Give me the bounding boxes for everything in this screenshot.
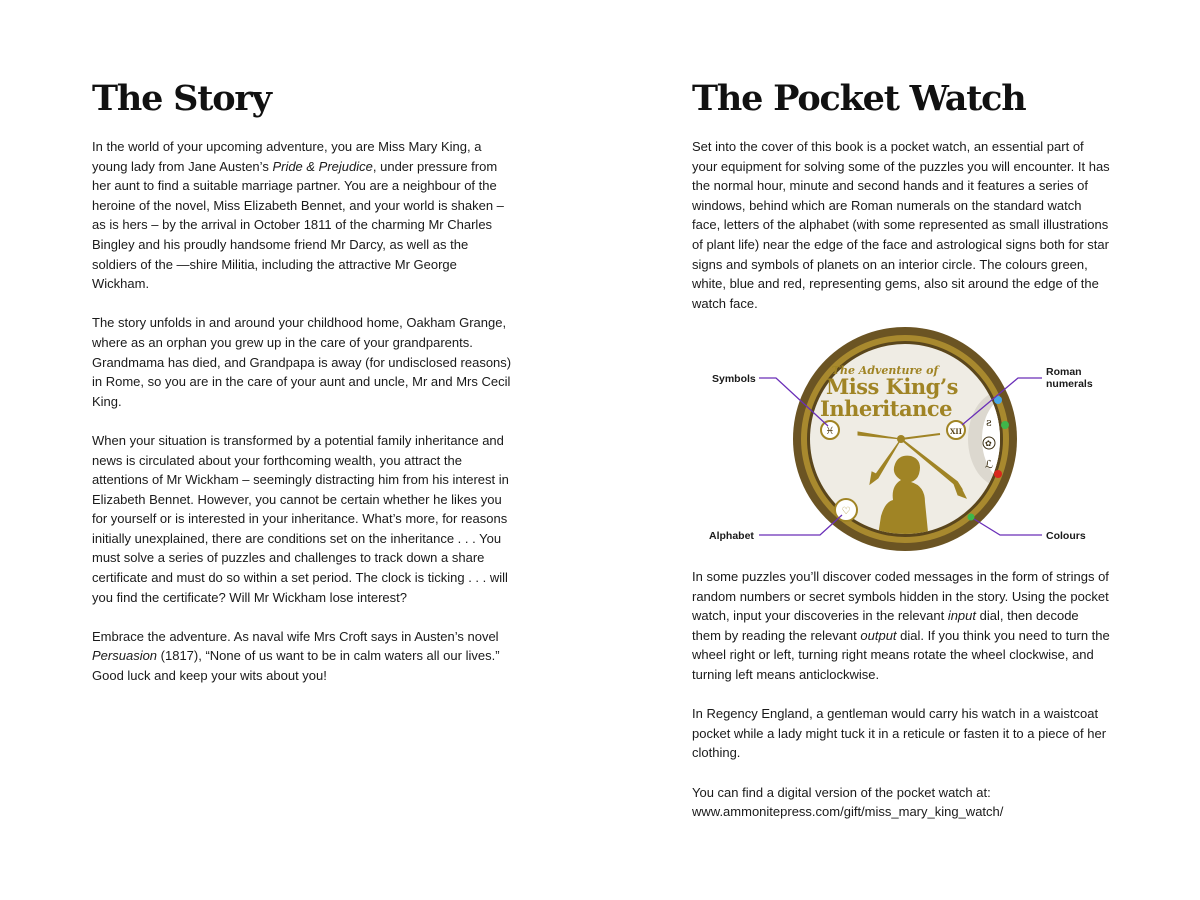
italic-text: Persuasion	[92, 648, 158, 664]
cover-title-line2: Miss King’s	[826, 374, 958, 399]
svg-text:ƨ: ƨ	[986, 416, 992, 429]
story-body	[92, 137, 512, 705]
text-run: (1817), “None of us want to be in calm waters all our lives.” Good luck and keep your wits about you!	[92, 648, 500, 684]
paragraph	[92, 313, 512, 411]
text-run: Embrace the adventure. As naval wife Mrs Croft says in Austen’s novel	[92, 628, 499, 644]
paragraph	[692, 137, 1110, 313]
paragraph	[692, 567, 1110, 685]
paragraph	[92, 431, 512, 607]
story-title: The Story	[92, 78, 271, 119]
text-run: dial. If you think you need to turn the wheel right or left, turning right means rotate the wheel clockwise, and turning left means anticlockwise.	[692, 627, 1110, 682]
svg-text:ℒ: ℒ	[985, 458, 993, 471]
pocket-watch-instructions	[692, 567, 1110, 841]
colours-leader	[974, 519, 1042, 535]
label-symbols: Symbols	[712, 373, 756, 385]
gem-green-bottom	[968, 514, 975, 521]
pocket-watch-intro	[692, 137, 1110, 333]
svg-text:XII: XII	[950, 427, 962, 436]
label-roman-numerals: Roman numerals	[1046, 366, 1093, 390]
paragraph	[92, 627, 512, 686]
label-colours: Colours	[1046, 530, 1086, 542]
paragraph	[692, 783, 1110, 822]
cover-title-line3: Inheritance	[820, 396, 952, 421]
paragraph	[92, 137, 512, 294]
text-run: You can find a digital version of the pocket watch at:	[692, 784, 991, 800]
text-run: dial, then decode them by reading the relevant	[692, 608, 1079, 643]
italic-text: Pride & Prejudice	[272, 158, 373, 174]
text-run: In some puzzles you’ll discover coded messages in the form of strings of random numbers or secret symbols hidden in the story. Using the pocket watch, input your discoveries in the relevant	[692, 569, 1109, 624]
text-run: The story unfolds in and around your childhood home, Oakham Grange, where as an orphan you grew up in the care of your grandparents. Grandmama has died, and Grandpapa is away (for undisclosed reasons) in Rome, so you are in the care of your aunt and uncle, Mr and Mrs Cecil King.	[92, 315, 512, 409]
pocket-watch-title: The Pocket Watch	[692, 78, 1026, 119]
label-alphabet: Alphabet	[709, 530, 754, 542]
pocket-watch-diagram	[700, 322, 1120, 562]
text-run: In Regency England, a gentleman would carry his watch in a waistcoat pocket while a lady might tuck it in a reticule or fasten it to a piece of her clothing.	[692, 706, 1107, 761]
svg-text:✿: ✿	[985, 439, 992, 448]
text-run: , under pressure from her aunt to find a suitable marriage partner. You are a neighbour of the heroine of the novel, Miss Elizabeth Bennet, and your world is shaken – as is hers – by the arrival in October 1811 of the charming Mr Charles Bingley and his proudly handsome friend Mr Darcy, as well as the soldiers of the —shire Militia, including the attractive Mr George Wickham.	[92, 158, 504, 292]
text-run: www.ammonitepress.com/gift/miss_mary_king_watch/	[692, 804, 1004, 820]
italic-text: output	[860, 627, 897, 643]
text-run: Set into the cover of this book is a pocket watch, an essential part of your equipment for solving some of the puzzles you will encounter. It has the normal hour, minute and second hands and it features a series of windows, behind which are Roman numerals on the standard watch face, letters of the alphabet (with some represented as small illustrations of plant life) near the edge of the face and astrological signs both for star signs and symbols of planets on an interior circle. The colours green, white, blue and red, representing gems, also sit around the edge of the watch face.	[692, 139, 1110, 311]
right-page	[600, 0, 1200, 900]
svg-text:♓: ♓	[825, 426, 835, 437]
italic-text: input	[947, 608, 977, 624]
text-run: When your situation is transformed by a potential family inheritance and news is circulated about your forthcoming wealth, you attract the attentions of Mr Wickham – seemingly distracting him from his interest in Elizabeth Bennet. However, you cannot be certain whether he likes you for yourself or is interested in your inheritance. What’s more, for reasons initially unexplained, there are conditions set on the inheritance . . . You must solve a series of puzzles and challenges to track down a share certificate and must do so within a set period. The clock is ticking . . . will you find the certificate? Will Mr Wickham lose interest?	[92, 432, 509, 605]
paragraph	[692, 704, 1110, 763]
gem-red	[994, 470, 1002, 478]
text-run: In the world of your upcoming adventure, you are Miss Mary King, a young lady from Jane Austen’s	[92, 139, 482, 174]
gem-green	[1001, 421, 1009, 429]
cover-title-line1: The Adventure of	[831, 364, 939, 377]
svg-text:♡: ♡	[841, 506, 851, 517]
